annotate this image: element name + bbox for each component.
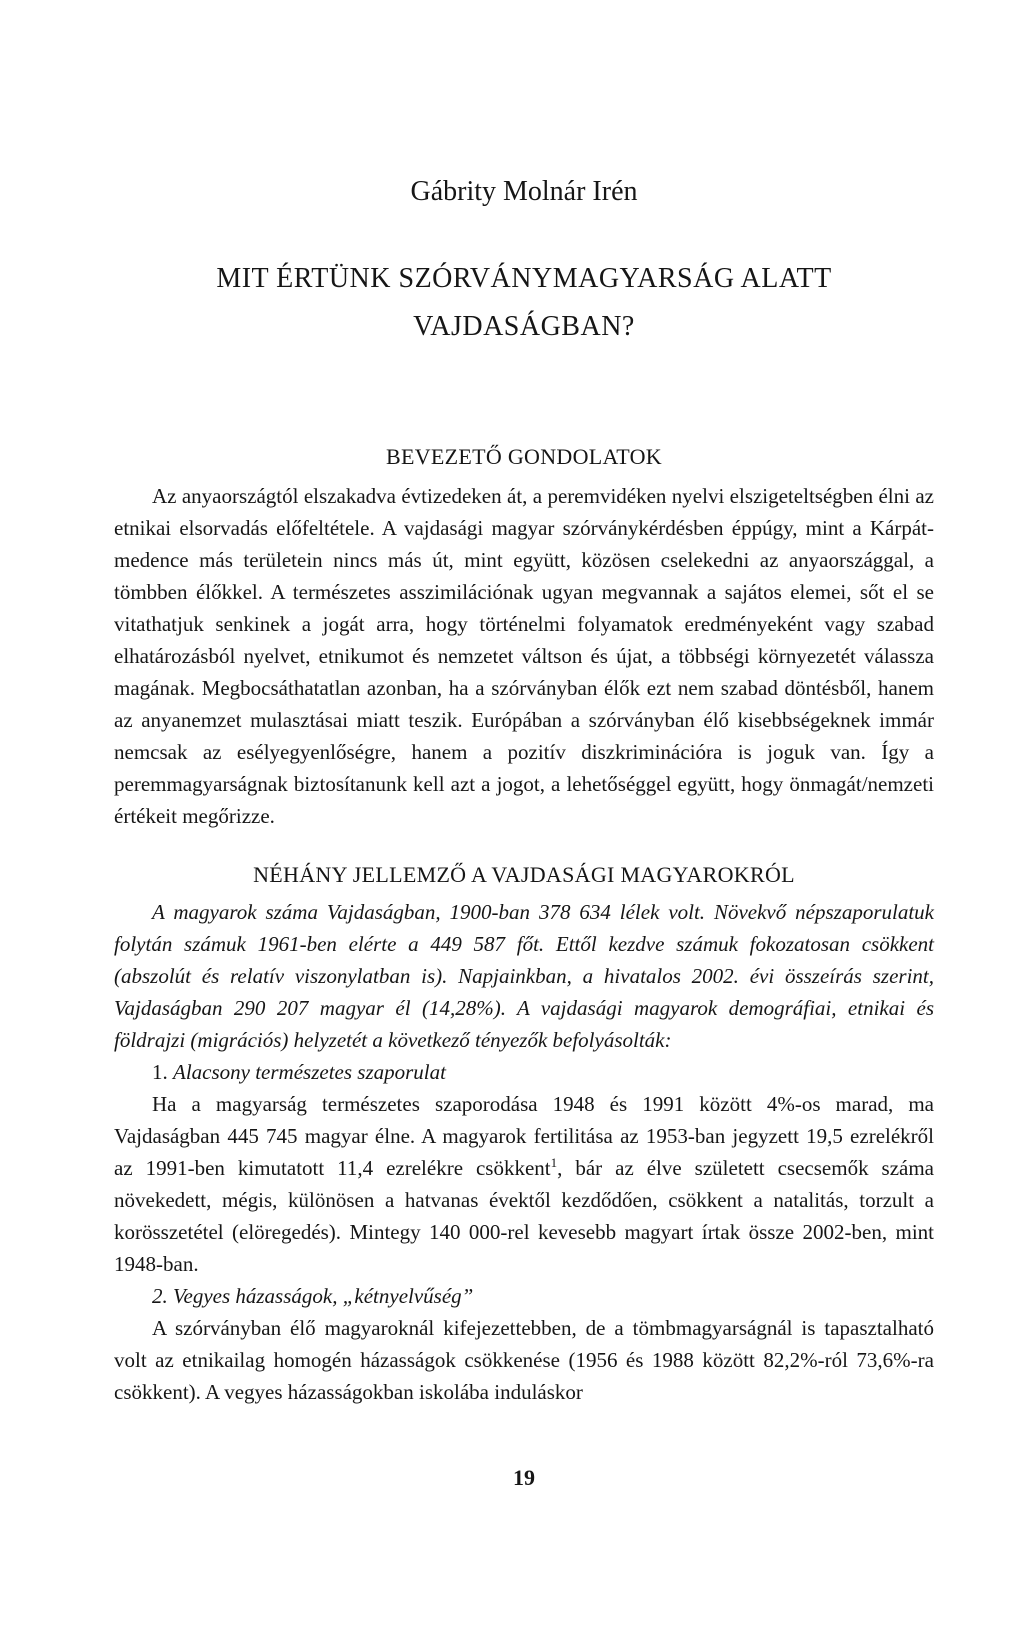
section-heading-intro: BEVEZETŐ GONDOLATOK bbox=[386, 444, 662, 469]
item-1-number: 1. bbox=[152, 1060, 173, 1084]
footnote-marker: 1 bbox=[550, 1155, 558, 1170]
document-page bbox=[114, 0, 934, 1645]
title-line-2: VAJDASÁGBAN? bbox=[413, 311, 635, 342]
item-1-title bbox=[114, 1056, 934, 1088]
item-1-paragraph bbox=[114, 1088, 934, 1280]
article-title bbox=[114, 255, 934, 351]
item-1-text-part-2: , bár az élve született csecsemők száma növekedett, mégis, különösen a hatvanas évektől kezdődően, csökkent a natalitás, torzult a korösszetétel (elöregedés). Mintegy 140 000-rel kevesebb magyart írtak össze 2002-ben, mint 1948-ban. bbox=[114, 1156, 934, 1276]
title-line-1: MIT ÉRTÜNK SZÓRVÁNYMAGYARSÁG ALATT bbox=[216, 263, 832, 294]
intro-paragraph: Az anyaországtól elszakadva évtizedeken át, a peremvidéken nyelvi elszigeteltségben élni az etnikai elsorvadás előfeltétele. A vajdasági magyar szórványkérdésben éppúgy, mint a Kárpát-medence más területein nincs más út, mint együtt, közösen cselekedni az anyaországgal, a tömbben élőkkel. A természetes asszimilációnak ugyan megvannak a sajátos elemei, sőt el se vitathatjuk senkinek a jogát arra, hogy történelmi folyamatok eredményeként vagy szabad elhatározásból nyelvet, etnikumot és nemzetet váltson és újat, a többségi környezetét válassza magának. Megbocsáthatatlan azonban, ha a szórványban élők ezt nem szabad döntésből, hanem az anyanemzet mulasztásai miatt teszik. Európában a szórványban élő kisebbségeknek immár nemcsak az esélyegyenlőségre, hanem a pozitív diszkriminációra is joguk van. Így a peremmagyarságnak biztosítanunk kell azt a jogot, a lehetőséggel együtt, hogy önmagát/nemzeti értékeit megőrizze. bbox=[114, 484, 934, 828]
page-number: 19 bbox=[513, 1465, 535, 1490]
item-2-title: 2. Vegyes házasságok, „kétnyelvűség” bbox=[152, 1284, 474, 1308]
item-1-title-text: Alacsony természetes szaporulat bbox=[173, 1060, 446, 1084]
author-name: Gábrity Molnár Irén bbox=[410, 176, 638, 207]
item-1-text-part-1: Ha a magyarság természetes szaporodása 1948 és 1991 között 4%-os marad, ma Vajdaságban 445 745 magyar élne. A magyarok fertilitása az 1953-ban jegyzett 19,5 ezrelékről az 1991-ben kimutatott 11,4 ezrelékre csökkent bbox=[114, 1092, 934, 1180]
section-heading-jellemzo: NÉHÁNY JELLEMZŐ A VAJDASÁGI MAGYAROKRÓL bbox=[253, 862, 795, 887]
item-2-paragraph: A szórványban élő magyaroknál kifejezettebben, de a tömbmagyarságnál is tapasztalható volt az etnikailag homogén házasságok csökkenése (1956 és 1988 között 82,2%-ról 73,6%-ra csökkent). A vegyes házasságokban iskolába induláskor bbox=[114, 1316, 934, 1404]
jellemzo-intro-paragraph: A magyarok száma Vajdaságban, 1900-ban 378 634 lélek volt. Növekvő népszaporulatuk folytán számuk 1961-ben elérte a 449 587 főt. Ettől kezdve számuk fokozatosan csökkent (abszolút és relatív viszonylatban is). Napjainkban, a hivatalos 2002. évi összeírás szerint, Vajdaságban 290 207 magyar él (14,28%). A vajdasági magyarok demográfiai, etnikai és földrajzi (migrációs) helyzetét a következő tényezők befolyásolták: bbox=[114, 900, 934, 1052]
section-jellemzo-body bbox=[114, 896, 934, 1408]
section-intro-body bbox=[114, 480, 934, 832]
